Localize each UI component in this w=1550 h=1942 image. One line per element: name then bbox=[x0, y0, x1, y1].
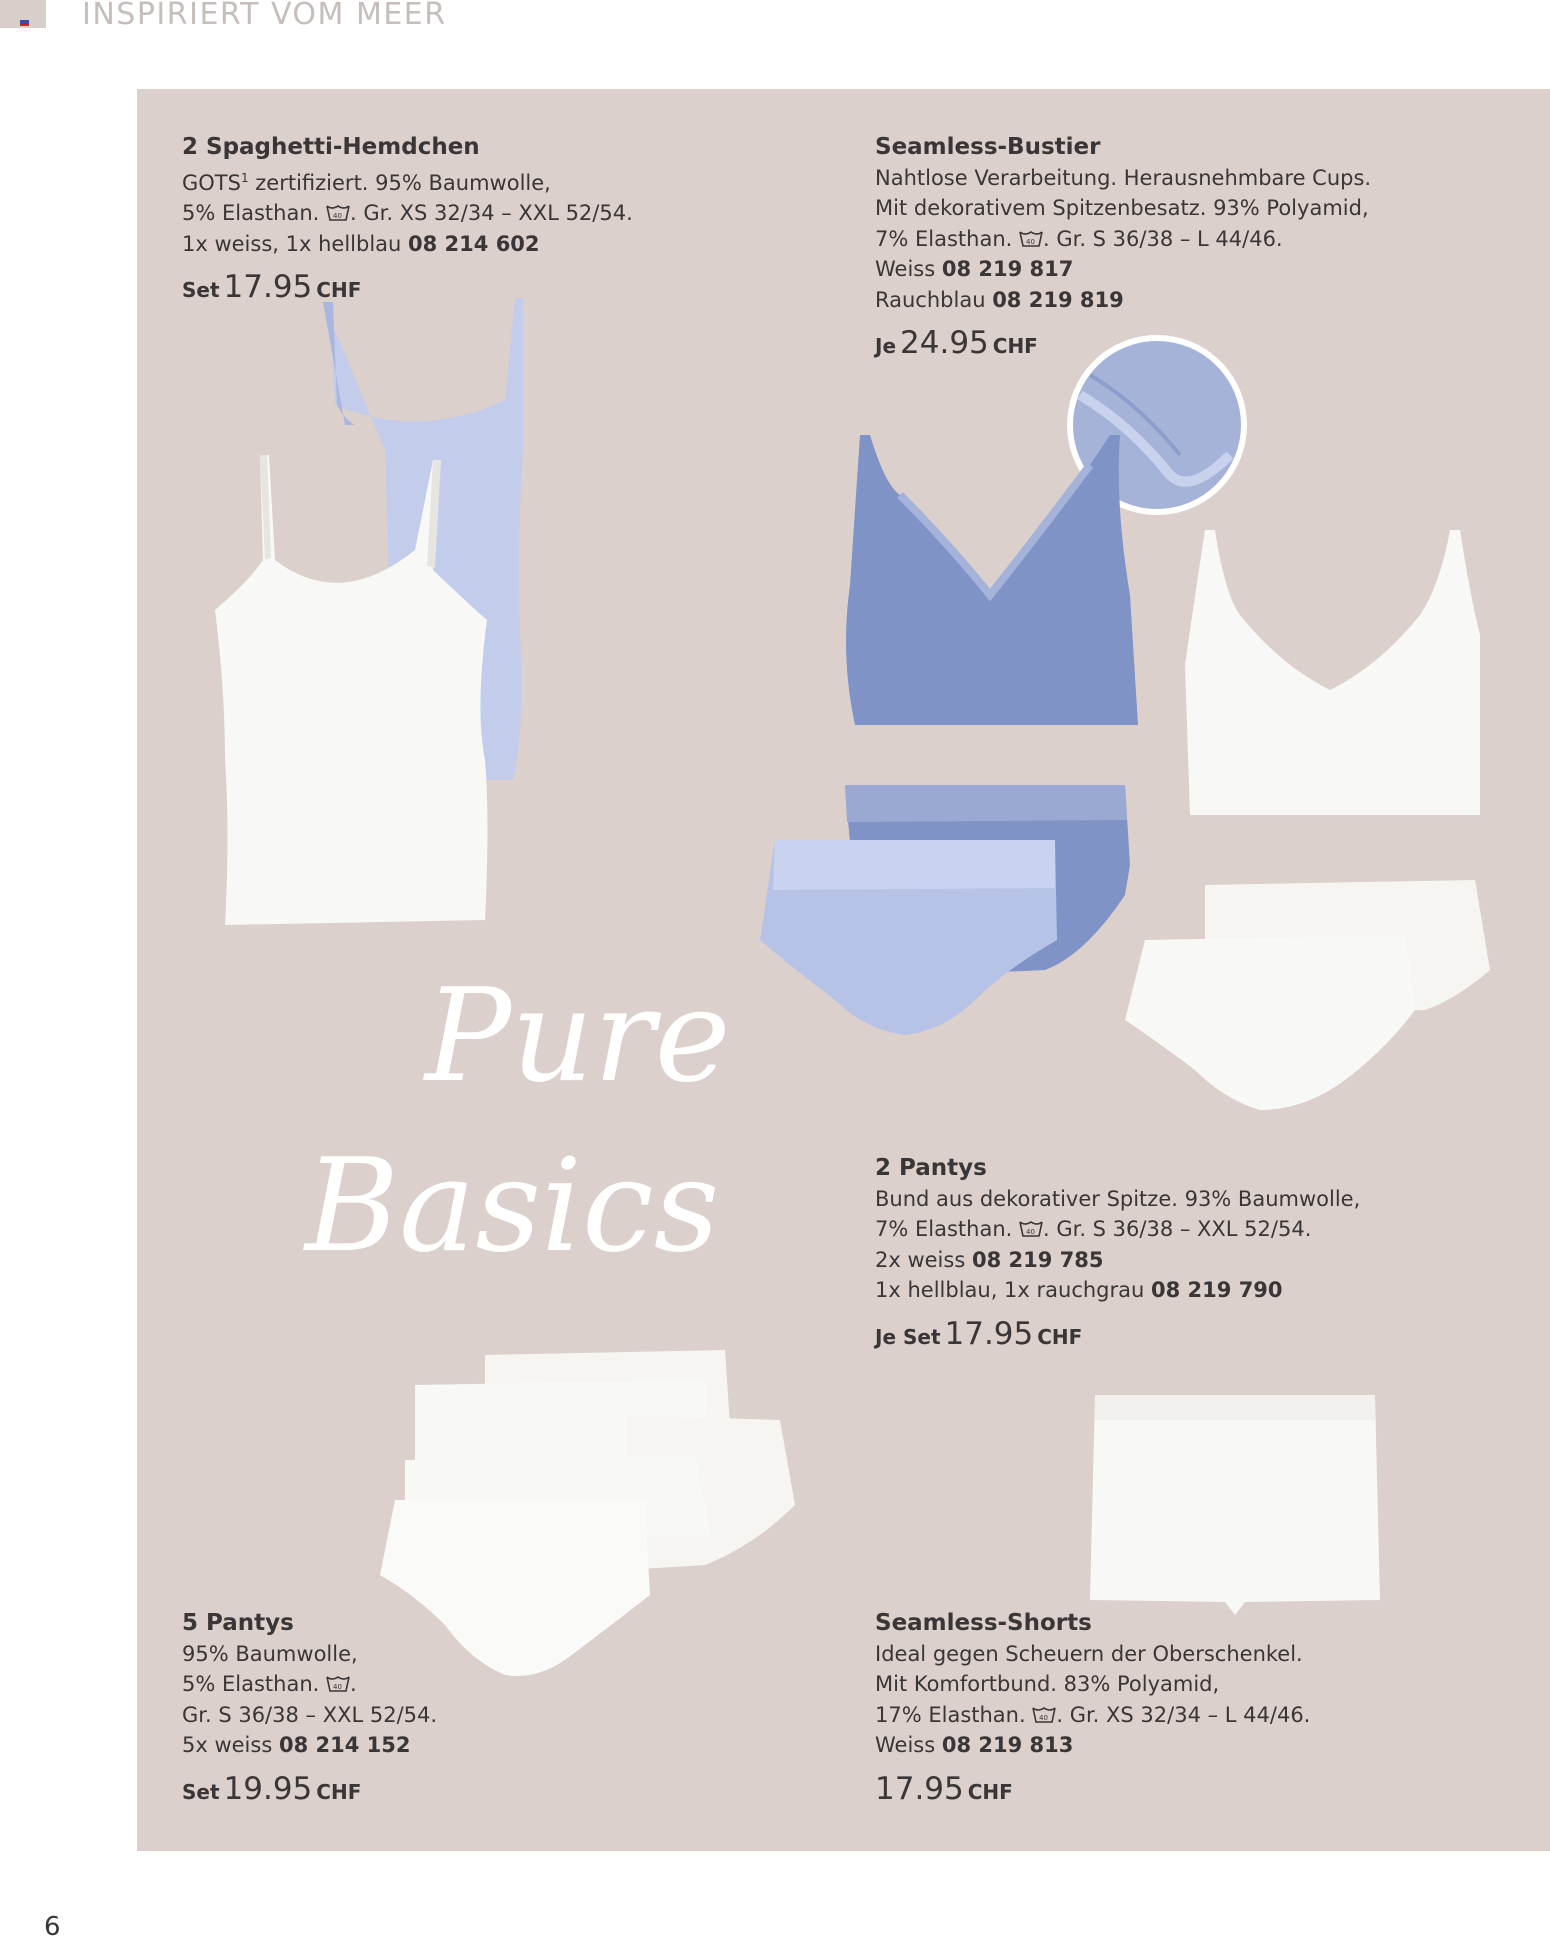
desc-text: . Gr. XS 32/34 – XXL 52/54. bbox=[349, 201, 633, 225]
desc-text: 5% Elasthan. bbox=[182, 201, 326, 225]
price-line bbox=[182, 1769, 437, 1812]
product-variant bbox=[875, 254, 1371, 285]
price-prefix: Je Set bbox=[875, 1324, 941, 1349]
article-number: 08 214 152 bbox=[278, 1733, 411, 1757]
product-desc-line bbox=[182, 1669, 437, 1700]
currency: CHF bbox=[992, 334, 1038, 358]
variant-label: Weiss bbox=[875, 257, 942, 281]
product-desc-line: Gr. S 36/38 – XXL 52/54. bbox=[182, 1702, 438, 1727]
desc-text: . Gr. S 36/38 – XXL 52/54. bbox=[1042, 1217, 1312, 1241]
product-desc-line: Mit dekorativem Spitzenbesatz. 93% Polyamid, bbox=[875, 196, 1369, 220]
svg-text:40: 40 bbox=[332, 212, 342, 220]
variant-label: Rauchblau bbox=[875, 287, 993, 312]
product-desc-line bbox=[875, 1700, 1310, 1731]
wash-40-icon bbox=[1019, 1219, 1043, 1239]
desc-text: . bbox=[349, 1672, 357, 1696]
price-line bbox=[875, 323, 1371, 366]
article-number: 08 219 817 bbox=[941, 257, 1074, 281]
desc-text: zertifiziert. 95% Baumwolle, bbox=[248, 170, 551, 195]
product-shorts bbox=[875, 1608, 1310, 1812]
desc-text: 17% Elasthan. bbox=[875, 1702, 1033, 1727]
article-number: 08 214 602 bbox=[408, 231, 540, 256]
svg-text:40: 40 bbox=[1025, 1228, 1035, 1236]
section-header: INSPIRIERT VOM MEER bbox=[82, 0, 447, 32]
white-bustier-shape bbox=[1185, 530, 1480, 815]
wash-40-icon bbox=[326, 1674, 350, 1694]
product-desc-line bbox=[875, 224, 1371, 255]
price-prefix: Je bbox=[875, 334, 897, 358]
product-variant bbox=[875, 1245, 1360, 1276]
desc-text: . Gr. XS 32/34 – L 44/46. bbox=[1056, 1702, 1311, 1727]
shorts-image bbox=[1085, 1390, 1385, 1615]
product-variant bbox=[875, 1730, 1310, 1761]
product-title: Seamless-Bustier bbox=[875, 134, 1101, 160]
desc-text: . Gr. S 36/38 – L 44/46. bbox=[1042, 226, 1283, 251]
gots-label: GOTS bbox=[182, 170, 241, 195]
product-pantys-5 bbox=[182, 1608, 437, 1812]
script-title-line1: Pure bbox=[425, 962, 731, 1111]
flag-mark-red-icon bbox=[20, 24, 29, 26]
variant-label: Weiss bbox=[875, 1733, 942, 1757]
product-variant bbox=[182, 1730, 437, 1761]
footnote-marker: 1 bbox=[240, 170, 249, 185]
price-amount: 24.95 bbox=[900, 325, 989, 361]
product-desc-line: 95% Baumwolle, bbox=[182, 1641, 358, 1666]
product-variant bbox=[182, 229, 633, 260]
desc-text: 7% Elasthan. bbox=[875, 1217, 1019, 1241]
wash-40-icon bbox=[1019, 229, 1043, 249]
product-desc-line: Bund aus dekorativer Spitze. 93% Baumwolle, bbox=[875, 1186, 1361, 1211]
price-amount: 19.95 bbox=[223, 1770, 313, 1807]
price-line bbox=[182, 267, 633, 310]
article-number: 08 219 790 bbox=[1151, 1278, 1283, 1302]
product-bustier bbox=[875, 132, 1371, 366]
product-desc-line bbox=[182, 163, 633, 199]
price-amount: 17.95 bbox=[875, 1770, 964, 1807]
product-desc-line: Nahtlose Verarbeitung. Herausnehmbare Cups. bbox=[875, 165, 1372, 190]
price-prefix: Set bbox=[182, 278, 220, 302]
svg-text:40: 40 bbox=[1025, 237, 1035, 246]
bustier-image bbox=[840, 335, 1480, 825]
product-title: 5 Pantys bbox=[182, 1610, 294, 1636]
variant-label: 2x weiss bbox=[875, 1247, 972, 1272]
white-shorts-shape bbox=[1090, 1395, 1380, 1615]
svg-text:40: 40 bbox=[1039, 1713, 1049, 1722]
price-line bbox=[875, 1314, 1360, 1357]
product-variant bbox=[875, 285, 1371, 316]
price-amount: 17.95 bbox=[223, 269, 313, 305]
product-variant bbox=[875, 1275, 1360, 1306]
white-pantys-right-shape bbox=[1125, 880, 1490, 1110]
currency: CHF bbox=[1037, 1324, 1083, 1349]
currency: CHF bbox=[967, 1779, 1013, 1804]
product-title: 2 Spaghetti-Hemdchen bbox=[182, 134, 480, 160]
variant-label: 1x hellblau, 1x rauchgrau bbox=[875, 1278, 1152, 1302]
product-desc-line bbox=[875, 1214, 1360, 1245]
corner-flag bbox=[0, 0, 46, 28]
product-title: 2 Pantys bbox=[875, 1155, 987, 1181]
currency: CHF bbox=[316, 278, 362, 302]
script-title-line2: Basics bbox=[305, 1132, 720, 1281]
product-camisoles bbox=[182, 132, 633, 310]
variant-label: 1x weiss, 1x hellblau bbox=[182, 231, 409, 256]
article-number: 08 219 819 bbox=[992, 287, 1124, 312]
page-number: 6 bbox=[44, 1912, 61, 1942]
light-blue-panty-shape bbox=[760, 840, 1057, 1035]
wash-40-icon bbox=[1032, 1705, 1056, 1725]
wash-40-icon bbox=[326, 203, 350, 223]
camisoles-image bbox=[205, 290, 625, 940]
currency: CHF bbox=[316, 1779, 362, 1804]
stacked-white-pantys-shape bbox=[380, 1350, 795, 1676]
article-number: 08 219 785 bbox=[971, 1247, 1104, 1272]
svg-text:40: 40 bbox=[332, 1683, 342, 1691]
price-amount: 17.95 bbox=[944, 1315, 1034, 1352]
product-desc-line: Mit Komfortbund. 83% Polyamid, bbox=[875, 1672, 1220, 1696]
product-pantys-2 bbox=[875, 1153, 1360, 1357]
variant-label: 5x weiss bbox=[182, 1733, 279, 1757]
article-number: 08 219 813 bbox=[941, 1733, 1074, 1757]
pantys-5-image bbox=[375, 1345, 805, 1685]
smoke-blue-bustier-shape bbox=[846, 435, 1138, 725]
desc-text: 7% Elasthan. bbox=[875, 226, 1019, 251]
product-desc-line: Ideal gegen Scheuern der Oberschenkel. bbox=[875, 1641, 1303, 1666]
desc-text: 5% Elasthan. bbox=[182, 1672, 326, 1696]
pure-basics-script-title bbox=[295, 960, 765, 1290]
price-prefix: Set bbox=[182, 1779, 220, 1804]
product-title: Seamless-Shorts bbox=[875, 1610, 1092, 1636]
pantys-2-image bbox=[755, 780, 1500, 1145]
price-line bbox=[875, 1769, 1310, 1812]
product-desc-line bbox=[182, 198, 633, 229]
